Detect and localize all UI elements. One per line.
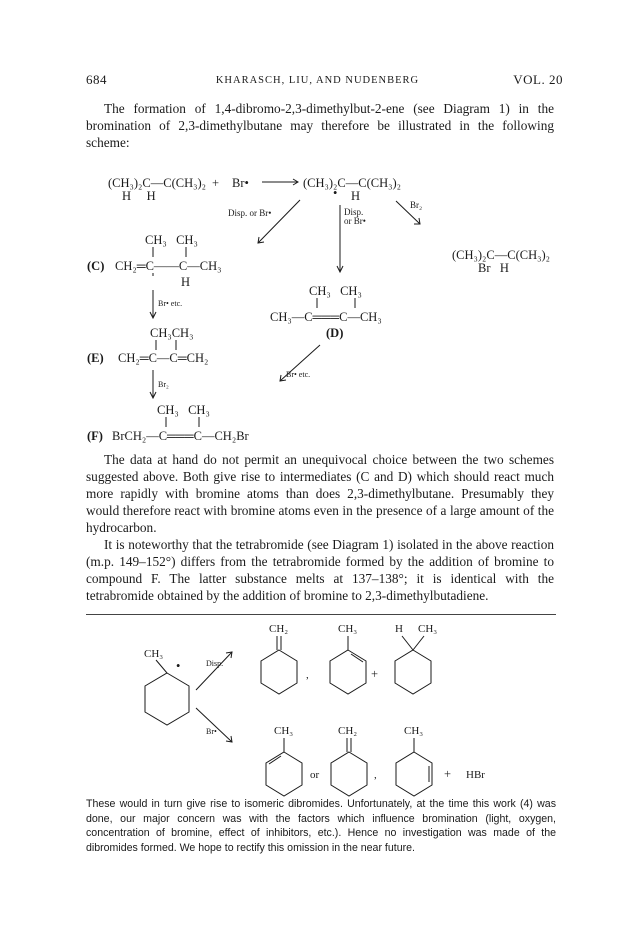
plus-sign: +	[212, 176, 220, 190]
compound-c-methyls: CH₃ CH₃	[145, 233, 198, 247]
top-ring-2-sub: CH₃	[338, 623, 358, 635]
label-br2-right: Br₂	[410, 200, 423, 210]
radical-dot: •	[333, 186, 338, 200]
radical-product: (CH₃)₂C—C(CH₃)₂	[303, 176, 401, 190]
discussion-paragraph-1: The data at hand do not permit an unequivocal choice between the two schemes suggested above. Both give rise to intermediates (C and D) which should react much more rapidly with bromine atoms than does 2,3-dimethylbutane. Presumably they would therefore react with bromine atoms even in the presence of a large amount of the hydrocarbon.	[86, 452, 554, 535]
discussion-paragraph-2: It is noteworthy that the tetrabromide (see Diagram 1) isolated in the above reaction (m.p. 149–152°) differs from the tetrabromide formed by the addition of bromine to compound F. The latter substance melts at 137–138°; it is identical with the tetrabromide obtained by the addition of bromine to 2,3-dimethylbutadiene.	[86, 537, 554, 603]
compound-d-formula: CH₃—C═══C—CH₃	[270, 310, 382, 324]
label-disp: Disp.	[344, 207, 364, 217]
top-plus: +	[371, 667, 379, 681]
bottom-ring-1-sub: CH₃	[274, 725, 294, 737]
compound-f-formula: BrCH₂—C═══C—CH₂Br	[112, 429, 249, 443]
compound-c-label: (C)	[87, 259, 105, 273]
section-divider	[86, 614, 556, 615]
bottom-or: or	[310, 769, 320, 781]
label-br2-down: Br₂	[158, 380, 169, 389]
top-ring-3-sub: CH₃	[418, 623, 438, 635]
bromide-substituents: Br H	[478, 261, 509, 275]
bottom-ring-2-sub: CH₂	[338, 725, 358, 737]
hbr-label: HBr	[466, 769, 485, 781]
footnote	[86, 797, 556, 855]
diagram-radical-dot: •	[176, 659, 181, 673]
volume-label: VOL. 20	[513, 72, 563, 87]
discussion-section	[86, 451, 554, 604]
compound-c-hydrogen: H	[181, 275, 191, 289]
bottom-ring-3-sub: CH₃	[404, 725, 424, 737]
intro-text: The formation of 1,4-dibromo-2,3-dimethylbut-2-ene (see Diagram 1) in the bromination of 2,3-dimethylbutane may therefore be illustrated in the following scheme:	[86, 101, 554, 150]
reactant-hydrogens: H H	[122, 189, 156, 203]
bottom-plus: +	[444, 767, 452, 781]
compound-f-label: (F)	[87, 429, 103, 443]
label-br-etc-2: Br• etc.	[286, 370, 311, 379]
top-comma: ,	[306, 669, 309, 681]
diagram-label-disp: Disp.	[206, 659, 224, 668]
label-br-etc-1: Br• etc.	[158, 299, 183, 308]
compound-e-label: (E)	[87, 351, 104, 365]
methyl-radical-label: CH₃	[144, 648, 164, 660]
label-disp-or-br: Disp. or Br•	[228, 208, 272, 218]
compound-e-formula: CH₂═C—C═CH₂	[118, 351, 209, 365]
bromine-radical: Br•	[232, 176, 249, 190]
top-ring-1-sub: CH₂	[269, 623, 289, 635]
bromide-formula: (CH₃)₂C—C(CH₃)₂	[452, 248, 550, 262]
compound-f-methyls: CH₃ CH₃	[157, 403, 210, 417]
compound-d-methyls: CH₃ CH₃	[309, 284, 362, 298]
radical-hydrogen: H	[351, 189, 361, 203]
cyclohexane-diagram	[145, 636, 432, 796]
top-ring-3-h: H	[395, 623, 403, 635]
compound-e-methyls: CH₃CH₃	[150, 326, 194, 340]
diagram-label-br: Br•	[206, 727, 217, 736]
compound-d-label: (D)	[326, 326, 344, 340]
compound-c-formula: CH₂═C——C—CH₃	[115, 259, 222, 273]
label-or-br: or Br•	[344, 216, 366, 226]
page-number: 684	[86, 72, 107, 87]
footnote-text: These would in turn give rise to isomeric dibromides. Unfortunately, at the time this work (4) was done, our major concern was with the factors which influence bromination (light, oxygen, concentration of bromine, effect of inhibitors, etc.). Hence no investigation was made of the dibromides formed. We hope to rectify this omission in the near future.	[86, 798, 556, 854]
reactant-formula: (CH₃)₂C—C(CH₃)₂	[108, 176, 206, 190]
running-head-authors: KHARASCH, LIU, AND NUDENBERG	[215, 75, 420, 86]
bottom-comma: ,	[374, 769, 377, 781]
